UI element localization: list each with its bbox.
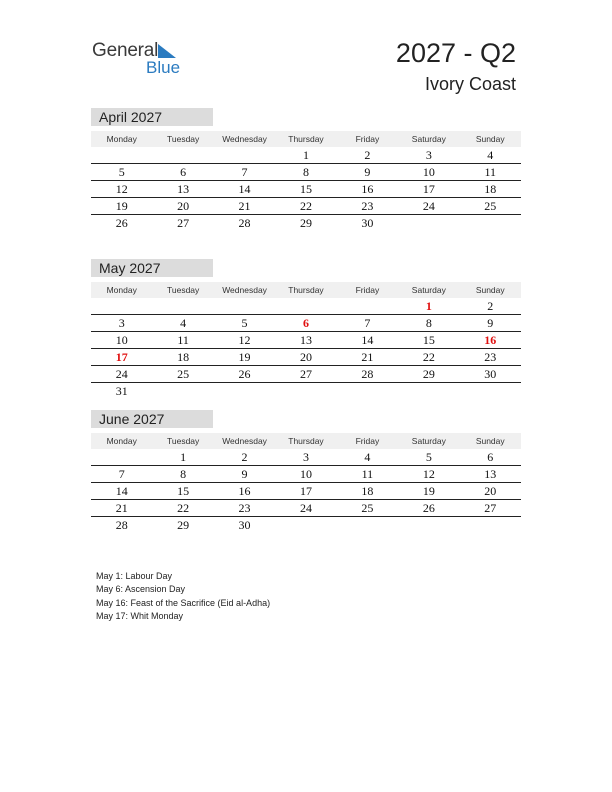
- day-cell: 28: [361, 366, 374, 381]
- day-cell: 1: [180, 449, 187, 464]
- weekday-label: Friday: [355, 285, 380, 295]
- day-cell: 30: [238, 517, 251, 532]
- week-row: [91, 483, 521, 500]
- weekday-header: [91, 282, 521, 298]
- day-cell: 18: [361, 483, 374, 498]
- day-cell: 6: [302, 315, 309, 330]
- day-cell: 12: [422, 466, 435, 481]
- day-cell: 31: [115, 383, 128, 398]
- day-cell: 2: [364, 147, 371, 162]
- month-title: April 2027: [91, 108, 213, 126]
- week-row: [91, 349, 521, 366]
- day-cell: 16: [238, 483, 251, 498]
- week-row: [91, 500, 521, 517]
- day-cell: 7: [241, 164, 248, 179]
- weekday-label: Sunday: [475, 436, 505, 446]
- day-cell: 5: [241, 315, 248, 330]
- weekday-label: Saturday: [411, 436, 446, 446]
- day-cell: 1: [302, 147, 309, 162]
- day-cell: 6: [180, 164, 187, 179]
- day-cell: 13: [299, 332, 312, 347]
- day-cell: 29: [299, 215, 312, 230]
- day-cell: 9: [241, 466, 248, 481]
- day-cell: 15: [299, 181, 312, 196]
- day-cell: 11: [177, 332, 189, 347]
- day-cell: 8: [302, 164, 309, 179]
- day-cell: 20: [299, 349, 312, 364]
- day-cell: 8: [180, 466, 187, 481]
- weekday-label: Friday: [355, 134, 380, 144]
- day-cell: 20: [484, 483, 497, 498]
- weekday-header: [91, 433, 521, 449]
- week-row: [91, 181, 521, 198]
- day-cell: 13: [484, 466, 497, 481]
- day-cell: 7: [118, 466, 125, 481]
- day-cell: 23: [361, 198, 374, 213]
- day-cell: 21: [361, 349, 374, 364]
- day-cell: 19: [422, 483, 435, 498]
- week-row: [91, 315, 521, 332]
- weekday-label: Monday: [106, 436, 137, 446]
- month-title: May 2027: [91, 259, 213, 277]
- holiday-note: May 6: Ascension Day: [96, 584, 186, 595]
- day-cell: 26: [422, 500, 435, 515]
- day-cell: 10: [299, 466, 312, 481]
- weekday-label: Sunday: [475, 134, 505, 144]
- day-cell: 24: [115, 366, 128, 381]
- brand-word-blue: Blue: [146, 58, 181, 77]
- brand-word-general: General: [92, 40, 159, 61]
- day-cell: 5: [425, 449, 432, 464]
- month-calendar-june: [91, 410, 521, 533]
- weekday-label: Wednesday: [222, 436, 267, 446]
- day-cell: 2: [241, 449, 248, 464]
- day-cell: 30: [361, 215, 374, 230]
- weekday-label: Wednesday: [222, 134, 267, 144]
- day-cell: 4: [487, 147, 494, 162]
- day-cell: 25: [177, 366, 190, 381]
- holiday-note: May 1: Labour Day: [96, 571, 173, 581]
- day-cell: 10: [115, 332, 128, 347]
- day-cell: 13: [177, 181, 190, 196]
- day-cell: 28: [115, 517, 128, 532]
- day-cell: 25: [361, 500, 374, 515]
- week-row: [91, 383, 521, 399]
- day-cell: 14: [238, 181, 251, 196]
- weekday-label: Saturday: [411, 285, 446, 295]
- day-cell: 9: [487, 315, 494, 330]
- day-cell: 24: [422, 198, 435, 213]
- day-cell: 17: [115, 349, 128, 364]
- holiday-note: May 17: Whit Monday: [96, 610, 184, 621]
- day-cell: 12: [238, 332, 251, 347]
- day-cell: 17: [299, 483, 312, 498]
- week-row: [91, 517, 521, 533]
- day-cell: 12: [115, 181, 128, 196]
- holiday-notes: [96, 570, 270, 623]
- day-cell: 22: [177, 500, 190, 515]
- day-cell: 2: [487, 298, 494, 313]
- week-row: [91, 466, 521, 483]
- weekday-label: Saturday: [411, 134, 446, 144]
- weekday-label: Thursday: [288, 285, 324, 295]
- weekday-label: Tuesday: [166, 285, 200, 295]
- week-row: [91, 366, 521, 383]
- day-cell: 26: [238, 366, 251, 381]
- day-cell: 22: [422, 349, 435, 364]
- day-cell: 5: [118, 164, 125, 179]
- week-row: [91, 164, 521, 181]
- weekday-label: Monday: [106, 134, 137, 144]
- weekday-label: Sunday: [475, 285, 505, 295]
- day-cell: 11: [361, 466, 374, 481]
- day-cell: 26: [115, 215, 128, 230]
- day-cell: 15: [422, 332, 435, 347]
- week-row: [91, 215, 521, 231]
- weekday-label: Tuesday: [166, 134, 200, 144]
- day-cell: 29: [177, 517, 190, 532]
- day-cell: 8: [425, 315, 432, 330]
- brand-triangle-icon: [158, 44, 176, 58]
- month-calendar-april: [91, 108, 521, 231]
- day-cell: 15: [177, 483, 190, 498]
- weekday-header: [91, 131, 521, 147]
- day-cell: 27: [484, 500, 497, 515]
- day-cell: 4: [364, 449, 371, 464]
- day-cell: 25: [484, 198, 497, 213]
- week-row: [91, 332, 521, 349]
- day-cell: 1: [425, 298, 432, 313]
- day-cell: 22: [299, 198, 312, 213]
- day-cell: 24: [299, 500, 312, 515]
- day-cell: 19: [115, 198, 128, 213]
- day-cell: 16: [484, 332, 497, 347]
- day-cell: 3: [118, 315, 125, 330]
- day-cell: 21: [238, 198, 251, 213]
- month-title: June 2027: [91, 410, 213, 428]
- page-title: 2027 - Q2: [395, 38, 516, 68]
- day-cell: 23: [484, 349, 497, 364]
- day-cell: 3: [425, 147, 432, 162]
- week-row: [91, 198, 521, 215]
- weekday-label: Wednesday: [222, 285, 267, 295]
- week-row: [91, 298, 521, 315]
- weekday-label: Thursday: [288, 134, 324, 144]
- day-cell: 18: [484, 181, 497, 196]
- day-cell: 21: [115, 500, 128, 515]
- day-cell: 10: [422, 164, 435, 179]
- brand-logo: [92, 40, 202, 80]
- day-cell: 14: [115, 483, 128, 498]
- weekday-label: Thursday: [288, 436, 324, 446]
- weekday-label: Friday: [355, 436, 380, 446]
- day-cell: 23: [238, 500, 251, 515]
- day-cell: 19: [238, 349, 251, 364]
- day-cell: 20: [177, 198, 190, 213]
- holiday-note: May 16: Feast of the Sacrifice (Eid al-Adha): [96, 597, 271, 608]
- week-row: [91, 449, 521, 466]
- day-cell: 17: [422, 181, 435, 196]
- weekday-label: Tuesday: [166, 436, 200, 446]
- day-cell: 27: [177, 215, 190, 230]
- day-cell: 29: [422, 366, 435, 381]
- day-cell: 18: [177, 349, 190, 364]
- day-cell: 27: [299, 366, 312, 381]
- day-cell: 30: [484, 366, 497, 381]
- day-cell: 16: [361, 181, 374, 196]
- day-cell: 9: [364, 164, 371, 179]
- month-calendar-may: [91, 259, 521, 399]
- country-name: Ivory Coast: [424, 74, 516, 94]
- day-cell: 11: [484, 164, 497, 179]
- day-cell: 14: [361, 332, 374, 347]
- week-row: [91, 147, 521, 164]
- day-cell: 28: [238, 215, 251, 230]
- day-cell: 4: [180, 315, 187, 330]
- day-cell: 3: [302, 449, 309, 464]
- day-cell: 6: [487, 449, 494, 464]
- weekday-label: Monday: [106, 285, 137, 295]
- day-cell: 7: [364, 315, 371, 330]
